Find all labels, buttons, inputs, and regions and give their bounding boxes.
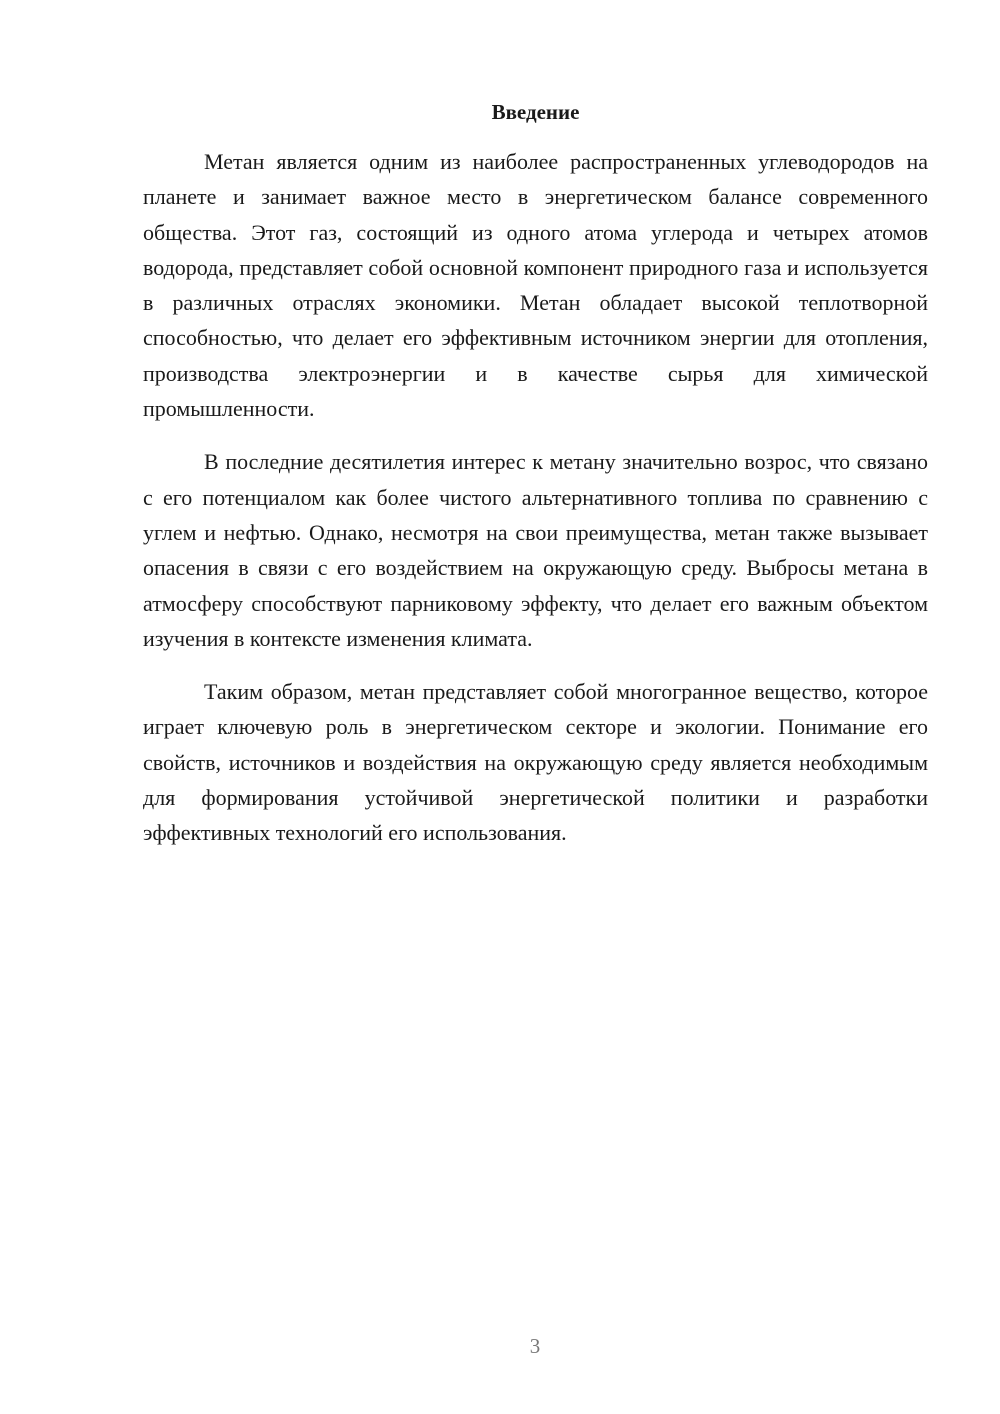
paragraph-3: Таким образом, метан представляет собой многогранное вещество, которое играет ключевую роль в энергетическом секторе и экологии. Понимание его свойств, источников и воздействия на окружающую среду является необходимым для формирования устойчивой энергетической политики и разработки эффективных технологий его использования. — [143, 679, 928, 846]
section-heading: Введение — [491, 100, 580, 124]
page-body — [143, 98, 928, 851]
page-number: 3 — [529, 1334, 541, 1358]
paragraph-1: Метан является одним из наиболее распространенных углеводородов на планете и занимает важное место в энергетическом балансе современного общества. Этот газ, состоящий из одного атома углерода и четырех атомов водорода, представляет собой основной компонент природного газа и используется в различных отраслях экономики. Метан обладает высокой теплотворной способностью, что делает его эффективным источником энергии для отопления, производства электроэнергии и в качестве сырья для химической промышленности. — [143, 149, 928, 422]
paragraph-2: В последние десятилетия интерес к метану значительно возрос, что связано с его потенциалом как более чистого альтернативного топлива по сравнению с углем и нефтью. Однако, несмотря на свои преимущества, метан также вызывает опасения в связи с его воздействием на окружающую среду. Выбросы метана в атмосферу способствуют парниковому эффекту, что делает его важным объектом изучения в контексте изменения климата. — [143, 449, 928, 651]
